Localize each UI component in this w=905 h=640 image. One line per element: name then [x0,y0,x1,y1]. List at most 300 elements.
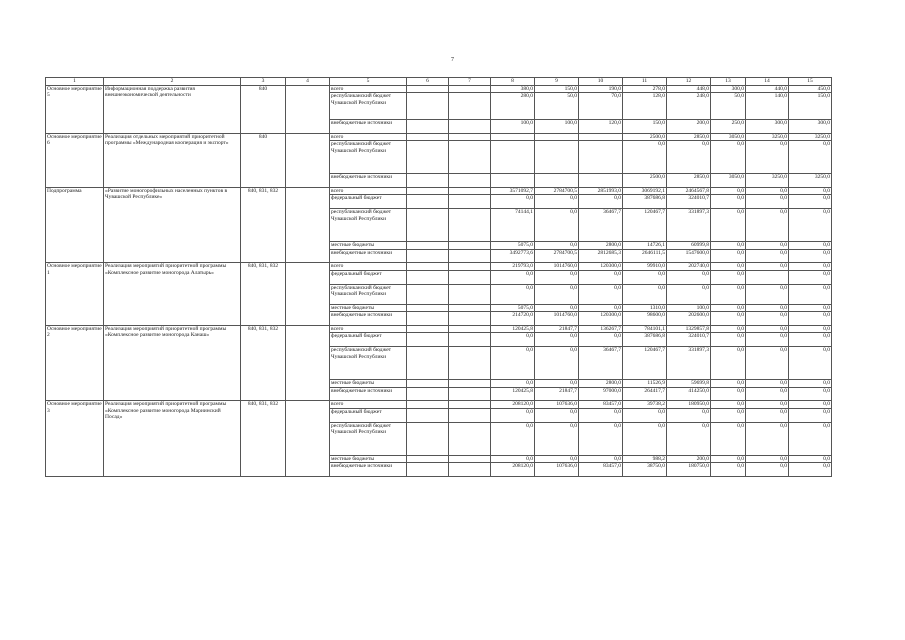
amount-cell: 0,0 [789,333,832,347]
amount-cell: 1014760,0 [535,312,579,326]
table-row [46,263,832,270]
empty-cell [407,380,449,387]
empty-cell [407,463,449,477]
funding-source-cell: республиканский бюджет Чувашской Республики [330,209,407,242]
funding-source-cell: местные бюджеты [330,455,407,462]
amount-cell: 0,0 [746,188,789,195]
empty-cell [286,133,330,187]
empty-cell [407,93,449,120]
amount-cell: 0,0 [789,270,832,284]
amount-cell: 0,0 [711,209,746,242]
amount-cell: 0,0 [746,263,789,270]
amount-cell: 0,0 [711,455,746,462]
funding-source-cell: федеральный бюджет [330,408,407,422]
empty-cell [449,333,491,347]
funding-source-cell: всего [330,401,407,408]
amount-cell: 0,0 [746,401,789,408]
empty-cell [449,263,491,270]
empty-cell [407,347,449,380]
column-header: 5 [330,78,407,86]
amount-cell: 0,0 [746,242,789,249]
empty-cell [407,133,449,140]
executor-code-cell: 840 [241,133,286,187]
amount-cell: 2850,0 [667,174,711,188]
amount-cell: 2464567,8 [667,188,711,195]
amount-cell: 0,0 [579,195,623,209]
amount-cell: 0,0 [746,312,789,326]
amount-cell: 0,0 [789,408,832,422]
empty-cell [449,242,491,249]
amount-cell: 300,0 [789,120,832,134]
empty-cell [407,195,449,209]
table-row [46,401,832,408]
amount-cell [535,174,579,188]
empty-cell [407,188,449,195]
amount-cell: 278,0 [623,86,667,93]
amount-cell: 0,0 [623,408,667,422]
amount-cell: 0,0 [623,422,667,455]
empty-cell [407,408,449,422]
empty-cell [449,455,491,462]
column-header: 6 [407,78,449,86]
amount-cell: 0,0 [667,270,711,284]
amount-cell: 0,0 [491,333,535,347]
empty-cell [449,347,491,380]
empty-cell [407,209,449,242]
amount-cell: 0,0 [711,333,746,347]
funding-source-cell: внебюджетные источники [330,174,407,188]
amount-cell: 50,0 [711,93,746,120]
amount-cell: 0,0 [746,463,789,477]
empty-cell [407,401,449,408]
amount-cell: 50,0 [535,93,579,120]
amount-cell: 0,0 [711,304,746,311]
table-row [46,133,832,140]
amount-cell: 0,0 [623,270,667,284]
amount-cell: 2646111,5 [623,249,667,263]
amount-cell: 448,0 [667,86,711,93]
amount-cell: 264417,7 [623,387,667,401]
amount-cell: 0,0 [711,188,746,195]
amount-cell: 0,0 [667,284,711,304]
empty-cell [407,249,449,263]
amount-cell: 150,0 [623,120,667,134]
amount-cell: 1310,0 [623,304,667,311]
funding-source-cell: федеральный бюджет [330,333,407,347]
amount-cell: 0,0 [711,347,746,380]
empty-cell [449,174,491,188]
amount-cell: 0,0 [746,141,789,174]
column-header: 3 [241,78,286,86]
amount-cell: 0,0 [789,326,832,333]
empty-cell [407,270,449,284]
amount-cell: 0,0 [789,463,832,477]
amount-cell: 107636,0 [535,463,579,477]
measure-name-cell: Реализация отдельных мероприятий приоритетной программы «Международная кооперация и экспорт» [104,133,241,187]
amount-cell: 0,0 [535,455,579,462]
amount-cell: 450,0 [789,86,832,93]
measure-name-cell: Реализация мероприятий приоритетной программы «Комплексное развитие моногорода Мариинский Посад» [104,401,241,476]
empty-cell [449,195,491,209]
amount-cell: 440,0 [746,86,789,93]
funding-source-cell: внебюджетные источники [330,312,407,326]
amount-cell: 0,0 [711,270,746,284]
amount-cell: 150,0 [535,86,579,93]
empty-cell [449,209,491,242]
empty-cell [286,86,330,134]
empty-cell [407,333,449,347]
funding-source-cell: местные бюджеты [330,242,407,249]
amount-cell: 0,0 [711,242,746,249]
amount-cell: 2850,0 [667,133,711,140]
amount-cell: 0,0 [789,284,832,304]
empty-cell [407,312,449,326]
amount-cell: 97000,0 [579,387,623,401]
amount-cell: 0,0 [535,284,579,304]
amount-cell: 0,0 [746,408,789,422]
amount-cell: 988,2 [623,455,667,462]
executor-code-cell: 840, 831, 832 [241,188,286,263]
amount-cell [491,133,535,140]
amount-cell: 0,0 [491,408,535,422]
amount-cell: 208120,0 [491,463,535,477]
amount-cell: 120300,0 [579,263,623,270]
column-header: 4 [286,78,330,86]
amount-cell: 180950,0 [667,401,711,408]
empty-cell [286,188,330,263]
amount-cell: 0,0 [789,188,832,195]
funding-source-cell: республиканский бюджет Чувашской Республики [330,93,407,120]
amount-cell: 180750,0 [667,463,711,477]
column-header: 8 [491,78,535,86]
amount-cell: 5075,0 [491,242,535,249]
amount-cell [579,141,623,174]
amount-cell [579,174,623,188]
amount-cell: 128,0 [623,93,667,120]
amount-cell: 0,0 [711,263,746,270]
empty-cell [449,249,491,263]
executor-code-cell: 840, 831, 832 [241,401,286,476]
amount-cell: 100,0 [535,120,579,134]
amount-cell: 100,0 [491,120,535,134]
amount-cell: 0,0 [623,284,667,304]
empty-cell [449,422,491,455]
amount-cell: 380,0 [491,86,535,93]
measure-type-cell: Основное мероприятие 1 [46,263,104,326]
amount-cell: 120467,7 [623,347,667,380]
amount-cell: 0,0 [711,326,746,333]
column-header: 7 [449,78,491,86]
amount-cell: 0,0 [491,422,535,455]
table-body [46,86,832,477]
amount-cell: 60999,8 [667,242,711,249]
amount-cell: 0,0 [579,333,623,347]
amount-cell: 0,0 [711,380,746,387]
amount-cell: 0,0 [711,141,746,174]
amount-cell: 331897,3 [667,347,711,380]
amount-cell: 83457,0 [579,401,623,408]
amount-cell: 3069192,1 [623,188,667,195]
empty-cell [407,284,449,304]
amount-cell: 0,0 [711,387,746,401]
amount-cell: 0,0 [491,195,535,209]
amount-cell: 120425,8 [491,387,535,401]
measure-type-cell: Основное мероприятие 3 [46,401,104,476]
amount-cell: 2800,0 [579,380,623,387]
amount-cell: 190,0 [579,86,623,93]
amount-cell [579,133,623,140]
funding-source-cell: всего [330,133,407,140]
column-number-row [46,78,832,86]
amount-cell: 414250,0 [667,387,711,401]
amount-cell: 200,0 [667,120,711,134]
empty-cell [449,141,491,174]
amount-cell: 0,0 [746,326,789,333]
amount-cell: 2500,0 [623,133,667,140]
amount-cell: 0,0 [711,463,746,477]
amount-cell: 2784700,5 [535,188,579,195]
amount-cell: 202740,0 [667,263,711,270]
measure-type-cell: Основное мероприятие 2 [46,326,104,401]
amount-cell: 0,0 [746,249,789,263]
amount-cell: 0,0 [789,387,832,401]
empty-cell [449,408,491,422]
empty-cell [449,304,491,311]
column-header: 2 [104,78,241,86]
amount-cell [746,270,789,284]
column-header: 13 [711,78,746,86]
amount-cell: 0,0 [711,408,746,422]
amount-cell: 219793,0 [491,263,535,270]
amount-cell: 36467,7 [579,347,623,380]
amount-cell: 0,0 [789,347,832,380]
amount-cell: 300,0 [746,120,789,134]
measure-name-cell: Реализация мероприятий приоритетной программы «Комплексное развитие моногорода Канаш» [104,326,241,401]
amount-cell: 120467,7 [623,209,667,242]
amount-cell: 0,0 [789,141,832,174]
amount-cell: 2500,0 [623,174,667,188]
empty-cell [407,387,449,401]
empty-cell [286,263,330,326]
amount-cell: 38750,0 [623,463,667,477]
measure-type-cell: Подпрограмма [46,188,104,263]
empty-cell [407,86,449,93]
empty-cell [407,120,449,134]
amount-cell: 0,0 [746,284,789,304]
amount-cell: 0,0 [491,270,535,284]
amount-cell: 324010,7 [667,195,711,209]
amount-cell: 387686,8 [623,333,667,347]
amount-cell: 0,0 [667,422,711,455]
amount-cell: 300,0 [711,86,746,93]
funding-source-cell: всего [330,188,407,195]
amount-cell: 0,0 [711,284,746,304]
amount-cell: 0,0 [491,284,535,304]
amount-cell: 150,0 [789,93,832,120]
amount-cell: 1547600,0 [667,249,711,263]
empty-cell [407,304,449,311]
amount-cell: 3250,0 [746,174,789,188]
amount-cell: 0,0 [746,347,789,380]
empty-cell [449,284,491,304]
empty-cell [449,86,491,93]
amount-cell: 0,0 [746,195,789,209]
amount-cell [491,141,535,174]
amount-cell: 250,0 [711,120,746,134]
amount-cell: 0,0 [789,312,832,326]
funding-source-cell: всего [330,326,407,333]
amount-cell: 0,0 [746,333,789,347]
amount-cell: 0,0 [711,195,746,209]
amount-cell: 0,0 [746,304,789,311]
amount-cell: 0,0 [535,408,579,422]
column-header: 1 [46,78,104,86]
funding-source-cell: всего [330,86,407,93]
amount-cell: 21847,7 [535,387,579,401]
empty-cell [407,141,449,174]
amount-cell: 1329857,8 [667,326,711,333]
amount-cell: 0,0 [789,242,832,249]
amount-cell: 59699,8 [667,380,711,387]
funding-source-cell: внебюджетные источники [330,463,407,477]
budget-table [45,77,832,477]
executor-code-cell: 840 [241,86,286,134]
amount-cell: 136267,7 [579,326,623,333]
measure-name-cell: «Развитие моногорофильных населенных пунктов в Чувашской Республике» [104,188,241,263]
empty-cell [449,380,491,387]
amount-cell: 14726,1 [623,242,667,249]
amount-cell: 784101,1 [623,326,667,333]
amount-cell: 0,0 [711,422,746,455]
column-header: 11 [623,78,667,86]
amount-cell: 21847,7 [535,326,579,333]
amount-cell: 0,0 [535,422,579,455]
amount-cell: 324010,7 [667,333,711,347]
amount-cell: 0,0 [667,141,711,174]
amount-cell: 0,0 [491,380,535,387]
amount-cell: 3050,0 [711,174,746,188]
table-row [46,188,832,195]
amount-cell: 140,0 [746,93,789,120]
measure-name-cell: Реализация мероприятий приоритетной программы «Комплексное развитие моногорода Алатырь» [104,263,241,326]
amount-cell: 0,0 [789,380,832,387]
amount-cell: 0,0 [711,312,746,326]
amount-cell: 200,0 [667,455,711,462]
amount-cell: 0,0 [535,242,579,249]
amount-cell: 0,0 [579,304,623,311]
amount-cell: 0,0 [535,209,579,242]
amount-cell: 0,0 [711,249,746,263]
amount-cell: 3492773,6 [491,249,535,263]
funding-source-cell: всего [330,263,407,270]
amount-cell: 120,0 [579,120,623,134]
amount-cell: 202600,0 [667,312,711,326]
amount-cell: 120425,8 [491,326,535,333]
amount-cell: 120300,0 [579,312,623,326]
amount-cell: 36467,7 [579,209,623,242]
funding-source-cell: внебюджетные источники [330,120,407,134]
measure-name-cell: Информационная поддержка развития внешнеэкономической деятельности [104,86,241,134]
table-row [46,86,832,93]
amount-cell: 0,0 [623,141,667,174]
amount-cell: 1014760,0 [535,263,579,270]
amount-cell: 0,0 [746,455,789,462]
amount-cell: 5075,0 [491,304,535,311]
amount-cell: 0,0 [535,347,579,380]
amount-cell: 0,0 [579,284,623,304]
amount-cell: 107636,0 [535,401,579,408]
amount-cell: 0,0 [789,209,832,242]
amount-cell: 0,0 [789,455,832,462]
amount-cell: 98600,0 [623,312,667,326]
amount-cell: 0,0 [535,195,579,209]
amount-cell: 0,0 [535,333,579,347]
empty-cell [449,188,491,195]
amount-cell: 0,0 [535,270,579,284]
empty-cell [407,326,449,333]
executor-code-cell: 840, 831, 832 [241,263,286,326]
funding-source-cell: федеральный бюджет [330,270,407,284]
amount-cell: 0,0 [746,387,789,401]
funding-source-cell: республиканский бюджет Чувашской Республики [330,422,407,455]
empty-cell [407,455,449,462]
amount-cell: 99910,0 [623,263,667,270]
amount-cell: 0,0 [579,455,623,462]
amount-cell: 2800,0 [579,242,623,249]
amount-cell: 0,0 [667,408,711,422]
amount-cell: 0,0 [789,422,832,455]
amount-cell: 3250,0 [746,133,789,140]
empty-cell [407,263,449,270]
empty-cell [449,326,491,333]
empty-cell [286,326,330,401]
amount-cell: 0,0 [579,408,623,422]
amount-cell: 0,0 [491,455,535,462]
column-header: 15 [789,78,832,86]
table-row [46,326,832,333]
empty-cell [449,387,491,401]
column-header: 9 [535,78,579,86]
amount-cell: 0,0 [535,304,579,311]
amount-cell: 0,0 [579,422,623,455]
empty-cell [449,93,491,120]
measure-type-cell: Основное мероприятие 6 [46,133,104,187]
amount-cell: 0,0 [746,422,789,455]
amount-cell: 0,0 [535,380,579,387]
amount-cell: 3250,0 [789,174,832,188]
funding-source-cell: внебюджетные источники [330,249,407,263]
amount-cell: 2812685,3 [579,249,623,263]
amount-cell: 387686,8 [623,195,667,209]
amount-cell [535,141,579,174]
amount-cell [491,174,535,188]
amount-cell: 70,0 [579,93,623,120]
column-header: 10 [579,78,623,86]
amount-cell: 0,0 [789,401,832,408]
amount-cell: 208120,0 [491,401,535,408]
amount-cell: 39738,2 [623,401,667,408]
amount-cell: 331897,3 [667,209,711,242]
funding-source-cell: республиканский бюджет Чувашской Республики [330,347,407,380]
amount-cell: 0,0 [746,209,789,242]
funding-source-cell: внебюджетные источники [330,387,407,401]
funding-source-cell: местные бюджеты [330,304,407,311]
amount-cell: 0,0 [789,195,832,209]
amount-cell [535,133,579,140]
amount-cell: 0,0 [789,249,832,263]
amount-cell: 214720,0 [491,312,535,326]
empty-cell [449,270,491,284]
